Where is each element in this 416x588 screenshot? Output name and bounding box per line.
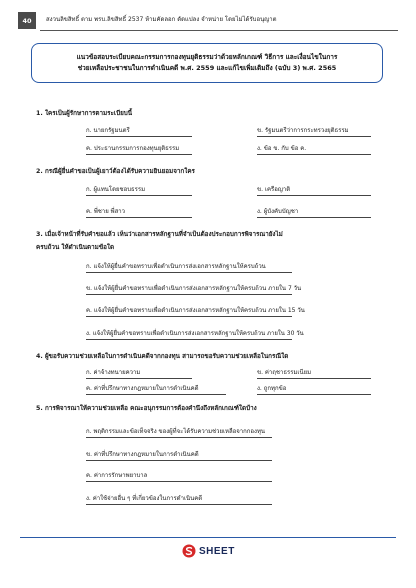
question-3-option-b[interactable]: ข. แจ้งให้ผู้ยื่นคำขอทราบเพื่อดำเนินการส่งเอกสารหลักฐานให้ครบถ้วน ภายใน 7 วัน <box>86 285 302 292</box>
answer-line <box>86 460 272 461</box>
sheet-logo-icon <box>182 544 196 558</box>
answer-line <box>257 195 371 196</box>
question-1-option-a[interactable]: ก. นายกรัฐมนตรี <box>86 127 130 134</box>
question-5-option-d[interactable]: ง. ค่าใช้จ่ายอื่น ๆ ที่เกี่ยวข้องในการดำเนินคดี <box>86 495 203 502</box>
footer-divider <box>20 537 396 538</box>
question-3-title-cont: ครบถ้วน ให้ดำเนินตามข้อใด <box>36 244 115 251</box>
question-3-option-d[interactable]: ง. แจ้งให้ผู้ยื่นคำขอทราบเพื่อดำเนินการส่งเอกสารหลักฐานให้ครบถ้วน ภายใน 30 วัน <box>86 330 304 337</box>
question-2-option-b[interactable]: ข. เครือญาติ <box>257 186 291 193</box>
question-5-option-c[interactable]: ค. ค่าการรักษาพยาบาล <box>86 472 148 479</box>
question-2-option-c[interactable]: ค. พี่ชาย พี่สาว <box>86 208 126 215</box>
question-4-option-b[interactable]: ข. ค่าฤชาธรรมเนียม <box>257 369 312 376</box>
answer-line <box>86 195 192 196</box>
question-4-title: 4. ผู้ขอรับความช่วยเหลือในการดำเนินคดีจากกองทุน สามารถขอรับความช่วยเหลือในกรณีใด <box>36 353 289 360</box>
answer-line <box>86 394 226 395</box>
header-copyright: สงวนลิขสิทธิ์ ตาม พรบ.ลิขสิทธิ์ 2537 ห้ามคัดลอก ดัดแปลง จำหน่าย โดยไม่ได้รับอนุญาต <box>46 16 277 23</box>
question-2-option-a[interactable]: ก. ผู้แทนโดยชอบธรรม <box>86 186 146 193</box>
answer-line <box>257 136 371 137</box>
question-3-title: 3. เมื่อเจ้าหน้าที่รับคำขอแล้ว เห็นว่าเอกสารหลักฐานที่จำเป็นต้องประกอบการพิจารณายังไม่ <box>36 231 283 238</box>
answer-line <box>86 504 272 505</box>
question-1-option-c[interactable]: ค. ประธานกรรมการกองทุนยุติธรรม <box>86 145 180 152</box>
answer-line <box>257 378 371 379</box>
answer-line <box>86 437 272 438</box>
answer-line <box>86 316 292 317</box>
page-number: 40 <box>18 12 36 29</box>
question-1-title: 1. ใครเป็นผู้รักษาการตามระเบียบนี้ <box>36 110 133 117</box>
answer-line <box>257 154 371 155</box>
question-2-title: 2. กรณีผู้ยื่นคำขอเป็นผู้เยาว์ต้องได้รับความยินยอมจากใคร <box>36 168 195 175</box>
question-4-option-c[interactable]: ค. ค่าที่ปรึกษาทางกฎหมายในการดำเนินคดี <box>86 385 199 392</box>
header-divider <box>40 30 398 31</box>
answer-line <box>257 217 371 218</box>
question-2-option-d[interactable]: ง. ผู้บังคับบัญชา <box>257 208 299 215</box>
question-5-option-a[interactable]: ก. พฤติกรรมและข้อเท็จจริง ของผู้ที่จะได้รับความช่วยเหลือจากกองทุน <box>86 428 266 435</box>
answer-line <box>86 294 292 295</box>
answer-line <box>257 394 371 395</box>
question-1-option-d[interactable]: ง. ข้อ ข. กับ ข้อ ค. <box>257 145 307 152</box>
question-5-option-b[interactable]: ข. ค่าที่ปรึกษาทางกฎหมายในการดำเนินคดี <box>86 451 199 458</box>
question-3-option-c[interactable]: ค. แจ้งให้ผู้ยื่นคำขอทราบเพื่อดำเนินการส่งเอกสารหลักฐานให้ครบถ้วน ภายใน 15 วัน <box>86 307 305 314</box>
answer-line <box>86 154 192 155</box>
title-line-1: แนวข้อสอบระเบียบคณะกรรมการกองทุนยุติธรรมว่าด้วยหลักเกณฑ์ วิธีการ และเงื่อนไขในการ <box>76 53 338 61</box>
footer-logo-text: SHEET <box>199 545 235 557</box>
title-box <box>31 43 383 83</box>
answer-line <box>86 378 192 379</box>
title-line-2: ช่วยเหลือประชาชนในการดำเนินคดี พ.ศ. 2559 และแก้ไขเพิ่มเติมถึง (ฉบับ 3) พ.ศ. 2565 <box>77 64 337 72</box>
answer-line <box>86 136 192 137</box>
answer-line <box>86 339 292 340</box>
answer-line <box>86 217 192 218</box>
question-3-option-a[interactable]: ก. แจ้งให้ผู้ยื่นคำขอทราบเพื่อดำเนินการส่งเอกสารหลักฐานให้ครบถ้วน <box>86 263 266 270</box>
question-1-option-b[interactable]: ข. รัฐมนตรีว่าการกระทรวงยุติธรรม <box>257 127 349 134</box>
footer-logo <box>182 544 235 558</box>
question-5-title: 5. การพิจารณาให้ความช่วยเหลือ คณะอนุกรรมการต้องคำนึงถึงหลักเกณฑ์ใดบ้าง <box>36 405 257 412</box>
answer-line <box>86 481 272 482</box>
question-4-option-a[interactable]: ก. ค่าจ้างทนายความ <box>86 369 141 376</box>
question-4-option-d[interactable]: ง. ถูกทุกข้อ <box>257 385 287 392</box>
answer-line <box>86 272 292 273</box>
